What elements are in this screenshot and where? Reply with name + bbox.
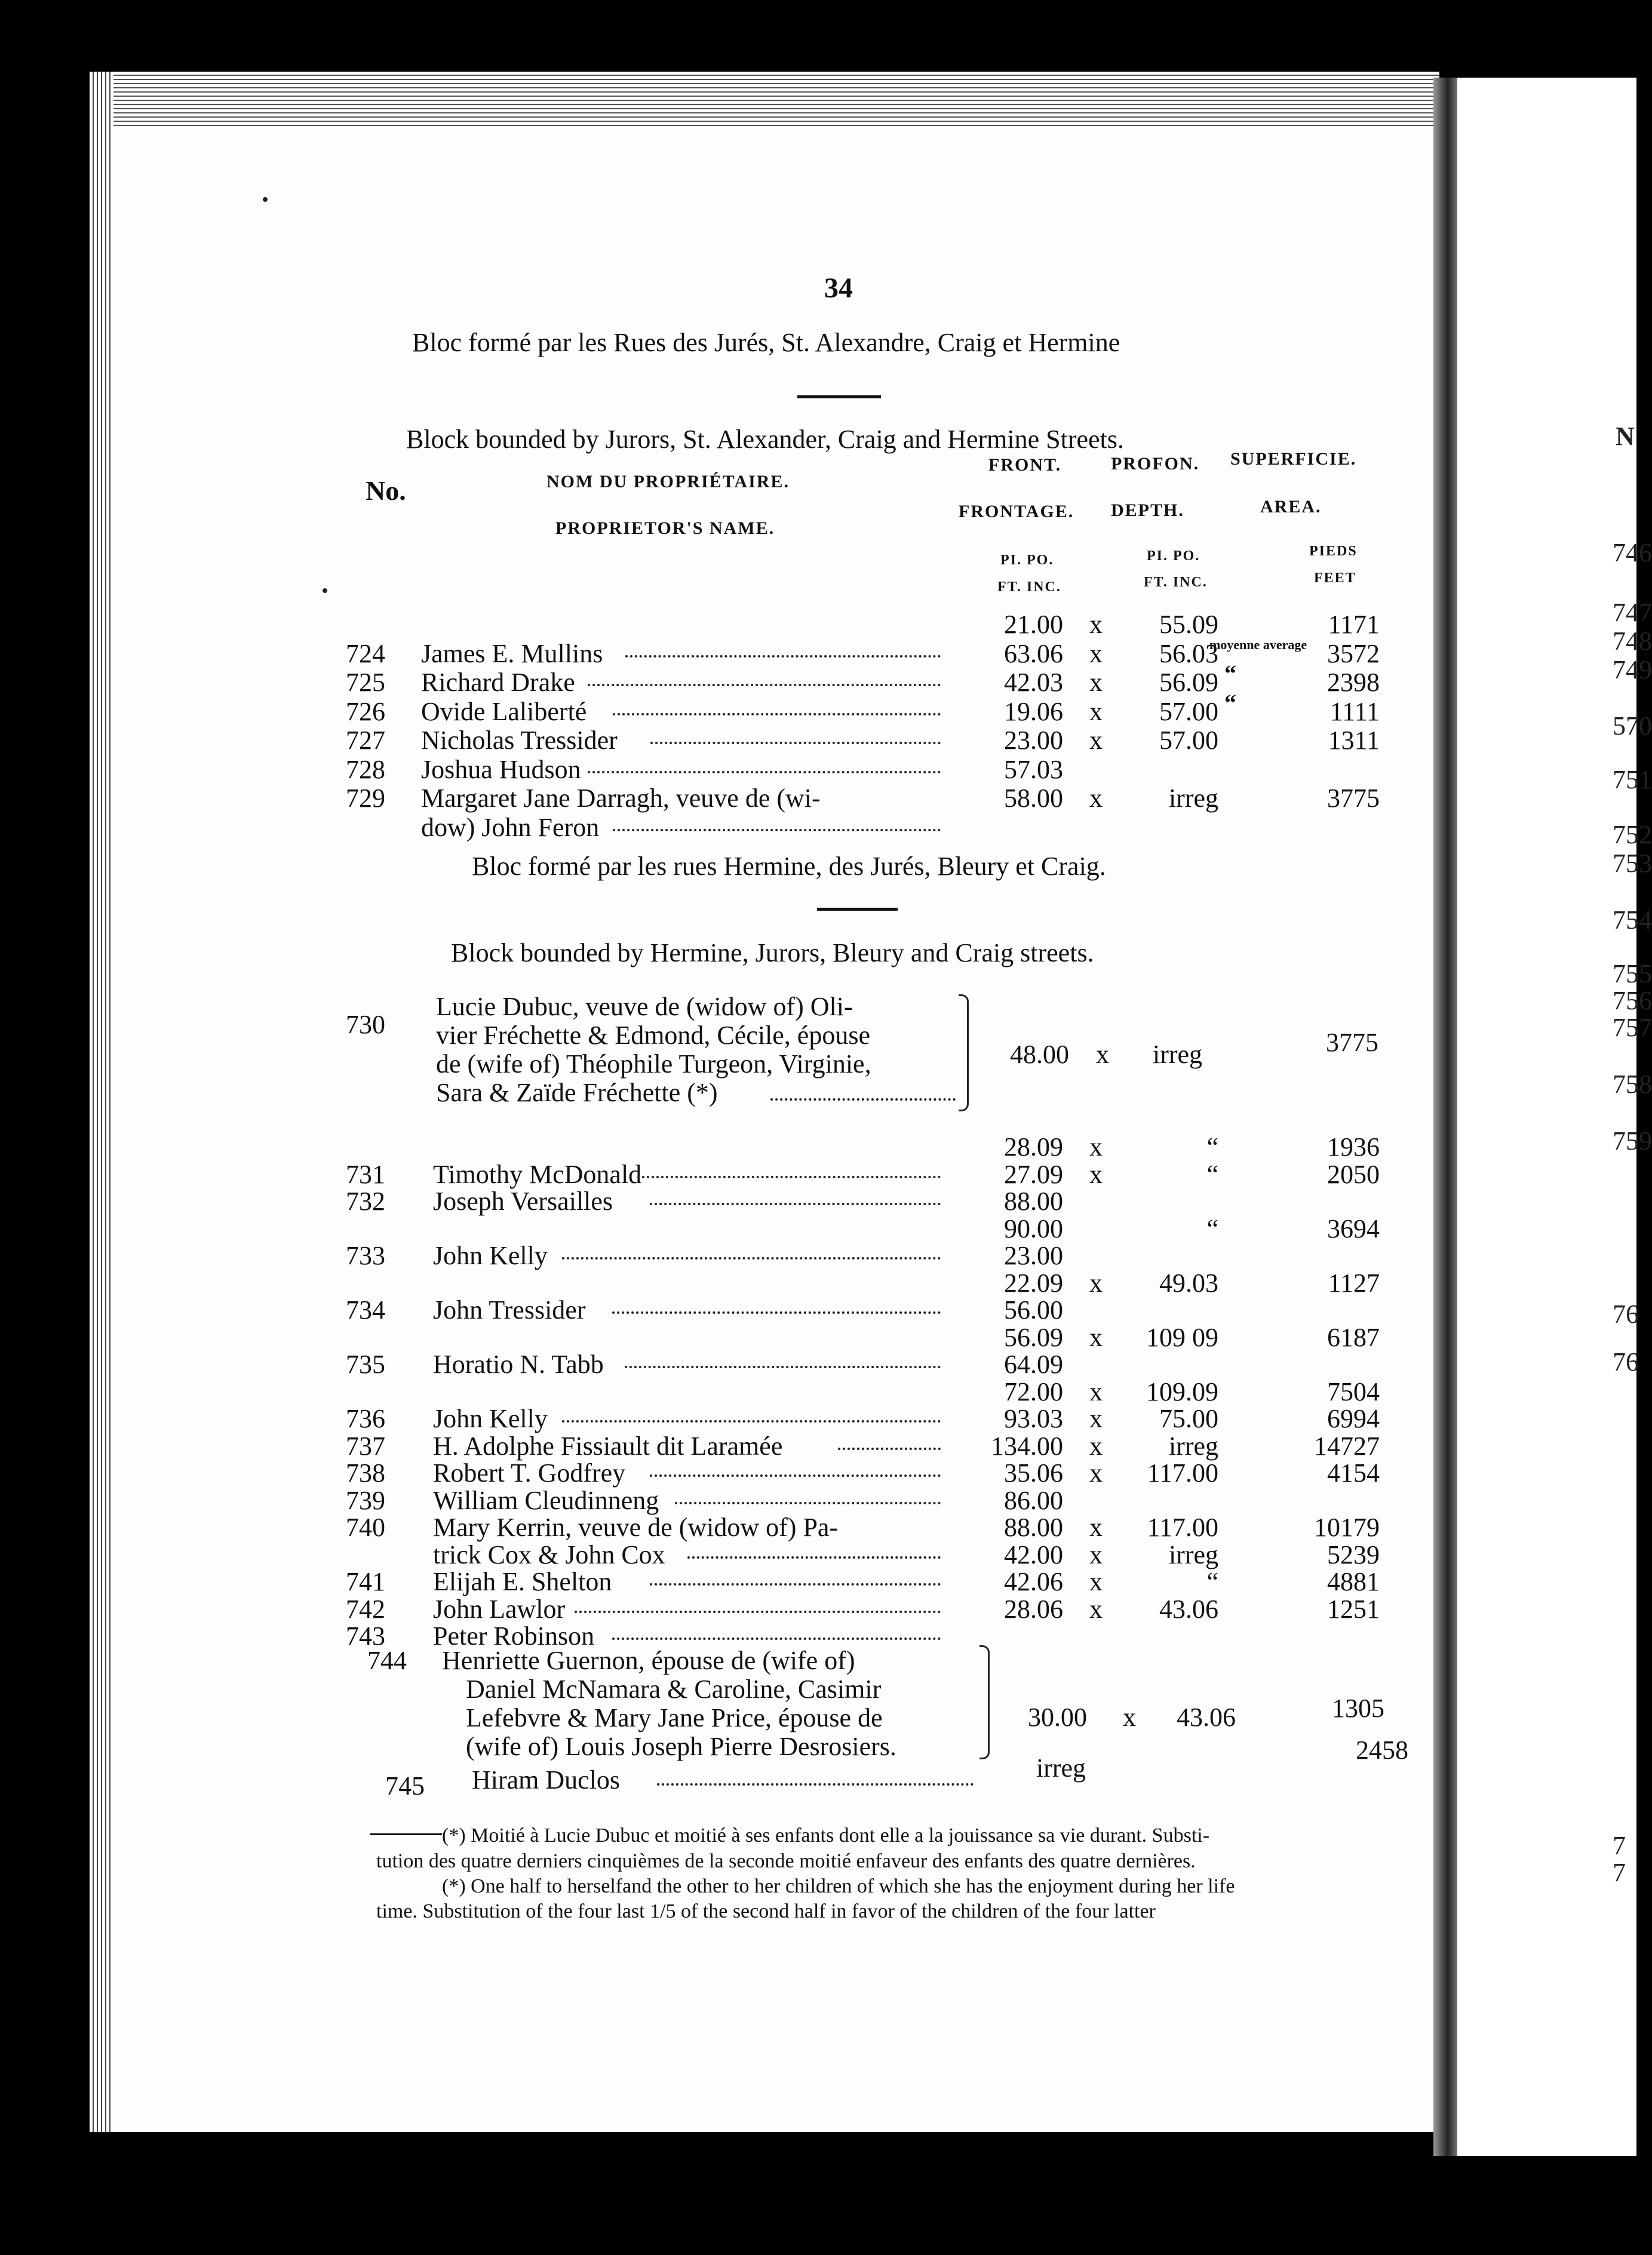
times-sign: x [1089, 1404, 1103, 1433]
depth: irreg [1168, 784, 1218, 813]
depth: “ [1206, 1159, 1218, 1189]
entry-744-line: Henriette Guernon, épouse de (wife of) [442, 1646, 855, 1675]
owner-name: Joshua Hudson [421, 754, 581, 784]
col-area-fr: SUPERFICIE. [1230, 449, 1357, 469]
depth: 57.00 [1159, 726, 1218, 755]
owner-name: Robert T. Godfrey [433, 1458, 626, 1488]
times-sign: x [1089, 1159, 1103, 1189]
frontage: 28.09 [1004, 1132, 1063, 1162]
frontage: 22.09 [1004, 1268, 1063, 1298]
facing-page-number: 76 [1613, 1347, 1639, 1377]
facing-page-number: 570 [1613, 711, 1652, 741]
frontage: 86.00 [1004, 1485, 1063, 1515]
frontage: 42.00 [1004, 1540, 1063, 1569]
entry-744-line: (wife of) Louis Joseph Pierre Desrosiers. [466, 1732, 896, 1761]
table-row [0, 1403, 1433, 1432]
depth: “ [1206, 1132, 1218, 1162]
dot-leader [588, 667, 941, 686]
entry-730-line: Sara & Zaïde Fréchette (*) [436, 1078, 718, 1107]
table-row [0, 1159, 1433, 1188]
frontage: 21.00 [1004, 610, 1063, 639]
row-number: 733 [346, 1241, 385, 1270]
dot-leader [613, 696, 941, 715]
owner-name: Joseph Versailles [433, 1187, 613, 1216]
dot-leader [650, 1186, 941, 1205]
table-row [0, 1431, 1433, 1460]
entry-730-front: 48.00 [1010, 1040, 1069, 1069]
row-number: 734 [346, 1295, 385, 1325]
block1-title-fr: Bloc formé par les Rues des Jurés, St. Alexandre, Craig et Hermine [412, 328, 1120, 357]
entry-730-area: 3775 [1326, 1028, 1378, 1057]
dot-leader [625, 638, 941, 658]
area-unit-en: FEET [1314, 570, 1356, 586]
area: 3694 [1327, 1213, 1380, 1243]
table-row [0, 1213, 1433, 1242]
brace [959, 994, 969, 1111]
col-owner-en: PROPRIETOR'S NAME. [555, 518, 775, 538]
depth: “ [1206, 1213, 1218, 1243]
row-number: 732 [346, 1187, 385, 1216]
times-sign: x [1089, 784, 1103, 813]
table-row [0, 1594, 1433, 1623]
footnote-line: tution des quatre derniers cinquièmes de la seconde moitié enfaveur des enfants des quatre dernières. [376, 1850, 1196, 1872]
ditto-mark: “ [1224, 660, 1236, 687]
owner-name: Richard Drake [421, 668, 575, 697]
depth: 55.09 [1159, 610, 1218, 639]
times-sign: x [1089, 1513, 1103, 1542]
dot-leader [675, 1485, 941, 1504]
times-sign: x [1089, 726, 1103, 755]
table-row [0, 1322, 1433, 1351]
table-row [0, 1295, 1433, 1323]
area: 1127 [1328, 1268, 1380, 1298]
entry-744-x: x [1123, 1703, 1136, 1732]
owner-name: Peter Robinson [433, 1621, 595, 1651]
depth: 109 09 [1146, 1322, 1218, 1352]
depth: 56.09 [1159, 668, 1218, 697]
row-number: 725 [346, 668, 385, 697]
owner-name: Margaret Jane Darragh, veuve de (wi- [421, 784, 821, 813]
entry-745-name: Hiram Duclos [472, 1765, 621, 1795]
facing-page-number: 755 [1613, 959, 1652, 988]
speck [263, 197, 268, 202]
owner-name: Horatio N. Tabb [433, 1350, 604, 1379]
dot-leader [613, 812, 941, 831]
depth-note: moyenne average [1209, 637, 1307, 652]
frontage: 35.06 [1004, 1458, 1063, 1488]
row-number: 736 [346, 1404, 385, 1433]
depth: 117.00 [1147, 1513, 1218, 1542]
entry-745-dots [0, 1766, 1433, 1795]
dot-leader [588, 754, 941, 773]
row-number: 742 [346, 1594, 385, 1624]
frontage: 64.09 [1004, 1350, 1063, 1379]
times-sign: x [1089, 1268, 1103, 1298]
row-number: 729 [346, 784, 385, 813]
table-row [0, 638, 1433, 667]
owner-name: John Tressider [433, 1295, 586, 1325]
depth-unit-fr: PI. PO. [1147, 548, 1200, 564]
table-row [0, 1458, 1433, 1486]
depth: irreg [1168, 1540, 1218, 1569]
times-sign: x [1089, 1567, 1103, 1596]
table-row [0, 725, 1433, 754]
divider [797, 395, 881, 398]
entry-745-front: irreg [1036, 1753, 1086, 1783]
block2-title-en: Block bounded by Hermine, Jurors, Bleury and Craig streets. [451, 938, 1094, 967]
depth-unit-en: FT. INC. [1144, 574, 1208, 590]
block1-title-en: Block bounded by Jurors, St. Alexander, Craig and Hermine Streets. [406, 425, 1124, 454]
table-row [0, 1485, 1433, 1514]
times-sign: x [1089, 1322, 1103, 1352]
entry-745-no: 745 [385, 1771, 425, 1801]
owner-name: H. Adolphe Fissiault dit Laramée [433, 1431, 783, 1461]
entry-744-area: 1305 [1332, 1694, 1384, 1723]
owner-name: dow) John Feron [421, 812, 600, 842]
page-edges-top [90, 72, 1439, 128]
table-row [0, 783, 1433, 812]
dot-leader [612, 1295, 941, 1314]
times-sign: x [1089, 696, 1103, 726]
entry-745-area: 2458 [1356, 1735, 1408, 1765]
row-number: 726 [346, 696, 385, 726]
row-number: 740 [346, 1513, 385, 1542]
ditto-mark: “ [1224, 689, 1236, 716]
dot-leader [637, 1159, 941, 1178]
frontage: 56.00 [1004, 1295, 1063, 1325]
row-number: 743 [346, 1621, 385, 1651]
frontage: 58.00 [1004, 784, 1063, 813]
facing-page-number: 7 [1613, 1831, 1626, 1860]
entry-744-no: 744 [367, 1646, 407, 1675]
row-number: 741 [346, 1567, 385, 1596]
times-sign: x [1089, 610, 1103, 639]
entry-730-dots [0, 1082, 1433, 1110]
owner-name: Nicholas Tressider [421, 726, 618, 755]
facing-page-number: 746 [1613, 538, 1652, 567]
frontage: 63.06 [1004, 638, 1063, 668]
table-row [0, 1186, 1433, 1215]
times-sign: x [1089, 1458, 1103, 1488]
frontage: 56.09 [1004, 1322, 1063, 1352]
times-sign: x [1089, 668, 1103, 697]
table-row [0, 1240, 1433, 1269]
dot-leader [575, 1594, 941, 1613]
facing-page-number: 759 [1613, 1126, 1652, 1156]
times-sign: x [1089, 1431, 1103, 1461]
dot-leader [625, 1349, 941, 1368]
facing-page-number: 747 [1613, 598, 1652, 627]
entry-730-line: vier Fréchette & Edmond, Cécile, épouse [436, 1021, 870, 1050]
frontage: 134.00 [991, 1431, 1063, 1461]
times-sign: x [1089, 1540, 1103, 1569]
times-sign: x [1089, 1132, 1103, 1162]
dot-leader [650, 1566, 941, 1586]
entry-730-line: Lucie Dubuc, veuve de (widow of) Oli- [436, 992, 853, 1021]
area: 1311 [1328, 726, 1380, 755]
dot-leader [650, 1458, 941, 1477]
table-row [0, 754, 1433, 783]
front-unit-en: FT. INC. [997, 579, 1061, 595]
table-row [0, 812, 1433, 841]
frontage: 88.00 [1004, 1513, 1063, 1542]
times-sign: x [1089, 638, 1103, 668]
footnote-line: (*) Moitié à Lucie Dubuc et moitié à ses enfants dont elle a la jouissance sa vie durant. Substi- [442, 1824, 1210, 1847]
entry-744-front: 30.00 [1028, 1703, 1087, 1732]
entry-730-no: 730 [346, 1010, 385, 1039]
frontage: 27.09 [1004, 1159, 1063, 1189]
depth: 57.00 [1159, 696, 1218, 726]
area: 3775 [1327, 784, 1380, 813]
dot-leader [612, 1621, 941, 1640]
dot-leader [562, 1403, 941, 1423]
area: 1251 [1327, 1594, 1380, 1624]
col-front-fr: FRONT. [988, 455, 1062, 475]
row-number: 724 [346, 638, 385, 668]
table-row [0, 609, 1433, 638]
depth: “ [1206, 1567, 1218, 1596]
area: 2050 [1327, 1159, 1380, 1189]
area: 7504 [1327, 1377, 1380, 1406]
divider [817, 908, 898, 911]
depth: 117.00 [1147, 1458, 1218, 1488]
facing-page-number: 757 [1613, 1013, 1652, 1042]
brace [979, 1645, 990, 1759]
frontage: 23.00 [1004, 1241, 1063, 1270]
frontage: 88.00 [1004, 1187, 1063, 1216]
facing-page-number: 754 [1613, 905, 1652, 935]
table-row [0, 1349, 1433, 1378]
entry-730-depth: irreg [1153, 1040, 1203, 1069]
row-number: 739 [346, 1485, 385, 1515]
area: 4154 [1327, 1458, 1380, 1488]
area: 14727 [1314, 1431, 1380, 1461]
area: 1171 [1328, 610, 1380, 639]
row-number: 731 [346, 1159, 385, 1189]
owner-name: Timothy McDonald [433, 1159, 642, 1189]
facing-page-number: 749 [1613, 655, 1652, 684]
facing-page-number: 758 [1613, 1070, 1652, 1099]
table-row [0, 689, 1433, 726]
owner-name: James E. Mullins [421, 638, 603, 668]
col-owner-fr: NOM DU PROPRIÉTAIRE. [546, 472, 790, 491]
facing-page-number: 76 [1613, 1299, 1639, 1329]
frontage: 28.06 [1004, 1594, 1063, 1624]
book-gutter [1433, 78, 1457, 2156]
area: 5239 [1327, 1540, 1380, 1569]
table-row [0, 1512, 1433, 1541]
col-front-en: FRONTAGE. [959, 502, 1074, 521]
footnote-rule [370, 1833, 442, 1835]
facing-page-number: 751 [1613, 765, 1652, 794]
owner-name: Mary Kerrin, veuve de (widow of) Pa- [433, 1513, 839, 1542]
col-depth-fr: PROFON. [1111, 454, 1200, 474]
frontage: 42.03 [1004, 668, 1063, 697]
footnote-line: (*) One half to herselfand the other to her children of which she has the enjoyment during her life [442, 1875, 1235, 1897]
row-number: 738 [346, 1458, 385, 1488]
frontage: 19.06 [1004, 696, 1063, 726]
dot-leader [687, 1540, 941, 1559]
table-row [0, 1268, 1433, 1297]
owner-name: John Lawlor [433, 1594, 566, 1624]
frontage: 90.00 [1004, 1213, 1063, 1243]
frontage: 42.06 [1004, 1567, 1063, 1596]
footnote-line: time. Substitution of the four last 1/5 of the second half in favor of the children of the four latter [376, 1900, 1156, 1922]
area: 1111 [1329, 696, 1380, 726]
times-sign: x [1089, 1377, 1103, 1406]
dot-leader [838, 1431, 941, 1450]
owner-name: Ovide Laliberté [421, 696, 587, 726]
depth: 49.03 [1159, 1268, 1218, 1298]
area: 2398 [1327, 668, 1380, 697]
facing-page-number: 756 [1613, 986, 1652, 1015]
area: 10179 [1314, 1513, 1380, 1542]
frontage: 93.03 [1004, 1404, 1063, 1433]
depth: 56.03 [1159, 638, 1218, 668]
table-row [0, 1566, 1433, 1595]
row-number: 737 [346, 1431, 385, 1461]
page-number: 34 [824, 272, 853, 304]
block2-title-fr: Bloc formé par les rues Hermine, des Jurés, Bleury et Craig. [472, 852, 1106, 881]
speck [323, 588, 327, 593]
owner-name: trick Cox & John Cox [433, 1540, 665, 1569]
dot-leader [650, 725, 941, 744]
facing-page-number: 752 [1613, 820, 1652, 849]
area: 6187 [1327, 1322, 1380, 1352]
frontage: 23.00 [1004, 726, 1063, 755]
row-number: 735 [346, 1350, 385, 1379]
col-area-en: AREA. [1260, 497, 1322, 517]
dot-leader [562, 1240, 941, 1259]
owner-name: Elijah E. Shelton [433, 1567, 612, 1596]
table-row [0, 660, 1433, 697]
entry-730-line: de (wife of) Théophile Turgeon, Virginie, [436, 1049, 871, 1079]
table-row [0, 1132, 1433, 1160]
area-unit-fr: PIEDS [1309, 543, 1358, 559]
owner-name: John Kelly [433, 1404, 548, 1433]
frontage: 57.03 [1004, 754, 1063, 784]
area: 3572 [1327, 638, 1380, 668]
times-sign: x [1089, 1594, 1103, 1624]
entry-744-line: Lefebvre & Mary Jane Price, épouse de [466, 1703, 883, 1732]
table-row [0, 1540, 1433, 1568]
facing-page-number: 753 [1613, 849, 1652, 878]
facing-page [1457, 78, 1636, 2156]
depth: 109.09 [1146, 1377, 1218, 1406]
facing-page-number: 748 [1613, 626, 1652, 656]
frontage: 72.00 [1004, 1377, 1063, 1406]
owner-name: John Kelly [433, 1241, 548, 1270]
facing-page-number: 7 [1613, 1858, 1626, 1887]
entry-744-depth: 43.06 [1177, 1703, 1236, 1732]
front-unit-fr: PI. PO. [1000, 552, 1054, 568]
entry-730-x: x [1096, 1040, 1109, 1069]
row-number: 728 [346, 754, 385, 784]
depth: 75.00 [1159, 1404, 1218, 1433]
entry-744-line: Daniel McNamara & Caroline, Casimir [466, 1675, 882, 1704]
col-depth-en: DEPTH. [1111, 500, 1184, 520]
facing-page-number: N [1616, 422, 1635, 451]
area: 6994 [1327, 1404, 1380, 1433]
area: 1936 [1327, 1132, 1380, 1162]
table-row [0, 1377, 1433, 1405]
owner-name: William Cleudinneng [433, 1485, 659, 1515]
col-no-header: No. [366, 475, 406, 506]
depth: irreg [1168, 1431, 1218, 1461]
area: 4881 [1327, 1567, 1380, 1596]
row-number: 727 [346, 726, 385, 755]
depth: 43.06 [1159, 1594, 1218, 1624]
